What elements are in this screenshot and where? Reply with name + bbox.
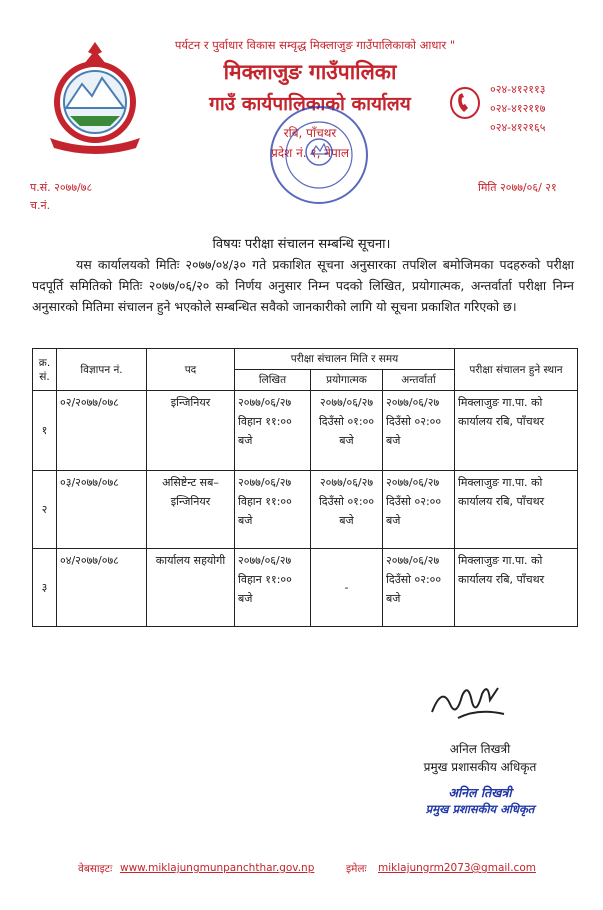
header-advert-number: विज्ञापन नं. [57, 349, 147, 391]
header-interview: अन्तर्वार्ता [383, 370, 455, 391]
office-name: गाउँ कार्यपालिकाको कार्यालय [209, 93, 411, 115]
notice-body: यस कार्यालयको मितिः २०७७/०४/३० गते प्रकाशित सूचना अनुसारका तपशिल बमोजिमका पदहरुको परीक्षा पदपूर्ति समितिको मितिः २०७७/०६/२० को निर्णय अनुसार निम्न पदको लिखित, प्रयोगात्मक, अन्तर्वार्ता परीक्षा निम्न अनुसारको मितिमा संचालन हुने भएकोले सम्बन्धित सवैको जानकारीको लागि यो सूचना प्रकाशित गरिएको छ। [32, 257, 574, 314]
interview-cell: २०७७/०६/२७ दिउँसो ०२:०० बजे [383, 471, 455, 549]
letterhead-tagline: पर्यटन र पुर्वाधार विकास सम्वृद्ध मिक्लाजुङ गाउँपालिकाको आधार " [174, 38, 456, 52]
header-post: पद [147, 349, 235, 391]
written-cell: २०७७/०६/२७ विहान ११:०० बजे [235, 471, 311, 549]
signatory-name: अनिल तिखत्री [449, 742, 511, 756]
address-line-1: रबि, पाँचथर [283, 126, 337, 140]
advert-cell: ०२/२०७७/०७८ [57, 391, 147, 471]
nepal-emblem [40, 38, 150, 156]
dispatch-number: च.नं. [30, 199, 51, 212]
interview-cell: २०७७/०६/२७ दिउँसो ०२:०० बजे [383, 549, 455, 627]
handwritten-signature [428, 678, 508, 728]
table-row [33, 471, 578, 549]
practical-cell: २०७७/०६/२७ दिउँसो ०१:०० बजे [311, 391, 383, 471]
phone-number: ०२४-४१२११७ [490, 102, 546, 115]
practical-cell: २०७७/०६/२७ दिउँसो ०१:०० बजे [311, 471, 383, 549]
table-row [33, 549, 578, 627]
phone-icon [448, 86, 482, 120]
email-label: इमेलः [346, 863, 367, 875]
address-line-2: प्रदेश नं. १, नेपाल [270, 146, 350, 160]
written-cell: २०७७/०६/२७ विहान ११:०० बजे [235, 549, 311, 627]
letter-number: प.सं. २०७७/७८ [30, 181, 93, 194]
signatory-stamp-title: प्रमुख प्रशासकीय अधिकृत [425, 802, 535, 816]
office-stamp [266, 102, 372, 208]
signatory-title: प्रमुख प्रशासकीय अधिकृत [423, 760, 537, 774]
venue-cell: मिक्लाजुङ गा.पा. को कार्यालय रबि, पाँचथर [455, 471, 578, 549]
serial-cell: १ [33, 391, 57, 471]
serial-cell: २ [33, 471, 57, 549]
table-row [33, 391, 578, 471]
phone-number: ०२४-४१२११३ [490, 83, 546, 96]
website-label: वेबसाइटः [78, 863, 113, 875]
post-cell: इन्जिनियर [147, 391, 235, 471]
advert-cell: ०३/२०७७/०७८ [57, 471, 147, 549]
header-serial: क्र. सं. [33, 349, 57, 391]
advert-cell: ०४/२०७७/०७८ [57, 549, 147, 627]
letter-date: मिति २०७७/०६/ २१ [478, 181, 557, 194]
header-written: लिखित [235, 370, 311, 391]
exam-schedule-table [32, 348, 578, 627]
municipality-name: मिक्लाजुङ गाउँपालिका [223, 60, 397, 84]
header-schedule: परीक्षा संचालन मिति र समय [235, 349, 455, 370]
notice-subject: विषयः परीक्षा संचालन सम्बन्धि सूचना। [212, 237, 391, 252]
post-cell: कार्यालय सहयोगी [147, 549, 235, 627]
signatory-stamp-name: अनिल तिखत्री [448, 785, 512, 800]
website-link[interactable]: www.miklajungmunpanchthar.gov.np [120, 862, 315, 874]
serial-cell: ३ [33, 549, 57, 627]
venue-cell: मिक्लाजुङ गा.पा. को कार्यालय रबि, पाँचथर [455, 549, 578, 627]
practical-cell: - [311, 549, 383, 627]
written-cell: २०७७/०६/२७ विहान ११:०० बजे [235, 391, 311, 471]
header-practical: प्रयोगात्मक [311, 370, 383, 391]
venue-cell: मिक्लाजुङ गा.पा. को कार्यालय रबि, पाँचथर [455, 391, 578, 471]
interview-cell: २०७७/०६/२७ दिउँसो ०२:०० बजे [383, 391, 455, 471]
post-cell: असिष्टेन्ट सब– इन्जिनियर [147, 471, 235, 549]
phone-number: ०२४-४१२१६५ [490, 121, 546, 134]
header-venue: परीक्षा संचालन हुने स्थान [455, 349, 578, 391]
email-link[interactable]: miklajungrm2073@gmail.com [378, 862, 536, 874]
